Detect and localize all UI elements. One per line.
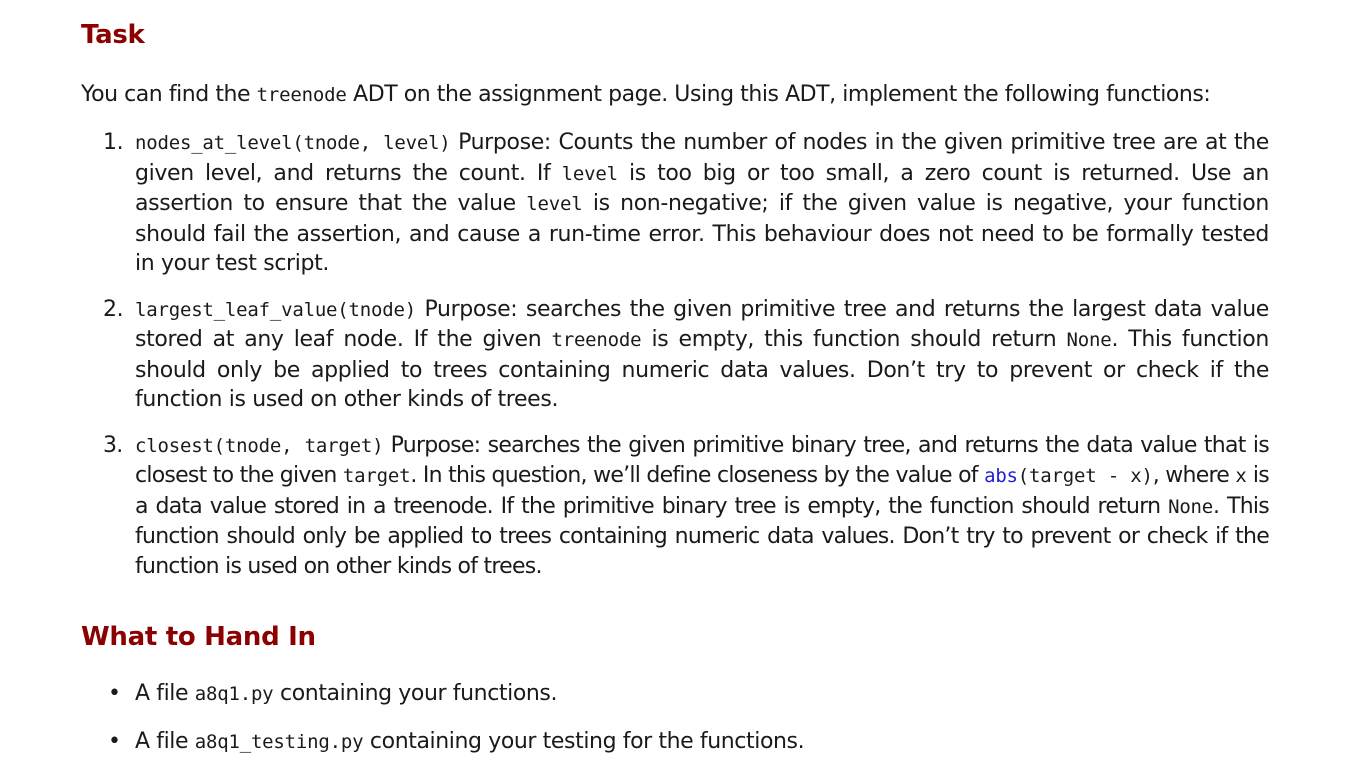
task-number: 2. bbox=[103, 296, 124, 322]
intro-paragraph bbox=[81, 80, 1210, 110]
task-heading: Task bbox=[81, 20, 145, 50]
task-text: . This function should only be applied to trees containing numeric data values. Don’t try to prevent or check if the function is used on other kinds of trees. bbox=[135, 493, 1269, 579]
handin-text: A file bbox=[135, 729, 195, 754]
task-number: 3. bbox=[103, 432, 123, 458]
task-text: Purpose: searches the given primitive tree and returns the largest data value stored at any leaf node. If the given bbox=[135, 296, 1269, 352]
handin-text: A file bbox=[135, 681, 195, 706]
task-text: is empty, this function should return bbox=[641, 327, 1067, 352]
bullet: • bbox=[108, 729, 121, 754]
file-name: a8q1_testing.py bbox=[194, 731, 364, 753]
inline-code: None bbox=[1168, 495, 1214, 518]
task-text: is non-negative; if the given value is negative, your function should fail the assertion, and cause a run-time error. This behaviour does not need to be formally tested in your test script. bbox=[135, 191, 1270, 276]
task-text: is a data value stored in a treenode. If the primitive binary tree is empty, the function should return bbox=[135, 463, 1269, 519]
task-text: is too big or too small, a zero count is returned. Use an assertion to ensure that the value bbox=[135, 160, 1269, 216]
handin-text: containing your functions. bbox=[273, 681, 558, 706]
abs-keyword: abs bbox=[984, 465, 1018, 487]
bullet: • bbox=[108, 681, 121, 706]
handin-text: containing your testing for the functions. bbox=[363, 729, 805, 754]
task-item-closest bbox=[81, 431, 1269, 582]
task-text: , where bbox=[1152, 463, 1236, 488]
task-list bbox=[81, 128, 1269, 597]
task-number: 1. bbox=[103, 130, 124, 155]
function-signature: closest(tnode, target) bbox=[135, 434, 384, 457]
intro-code-treenode: treenode bbox=[256, 84, 347, 106]
inline-code: level bbox=[561, 162, 618, 185]
task-item-nodes-at-level bbox=[81, 128, 1269, 279]
file-name: a8q1.py bbox=[194, 683, 274, 705]
intro-text-after: ADT on the assignment page. Using this ADT, implement the following functions: bbox=[346, 82, 1211, 107]
inline-code: None bbox=[1066, 329, 1112, 351]
handin-item-testing bbox=[81, 727, 804, 757]
task-text: . In this question, we’ll define closeness by the value of bbox=[410, 463, 985, 488]
inline-code: target bbox=[342, 465, 411, 487]
task-text: Purpose: Counts the number of nodes in the given primitive tree are at the given level, and returns the count. If bbox=[135, 130, 1269, 186]
intro-text-before: You can find the bbox=[81, 82, 257, 107]
task-text: . This function should only be applied to trees containing numeric data values. Don’t try to prevent or check if the function is used on other kinds of trees. bbox=[135, 327, 1269, 412]
function-signature: nodes_at_level(tnode, level) bbox=[135, 132, 451, 154]
handin-item-functions bbox=[81, 679, 804, 709]
task-text: Purpose: searches the given primitive binary tree, and returns the data value that is closest to the given bbox=[135, 432, 1269, 488]
task-item-largest-leaf-value bbox=[81, 295, 1269, 415]
inline-code: treenode bbox=[551, 329, 642, 351]
inline-code: x bbox=[1235, 465, 1247, 487]
inline-code: (target - x) bbox=[1017, 465, 1153, 487]
function-signature: largest_leaf_value(tnode) bbox=[135, 298, 416, 321]
inline-code: level bbox=[526, 193, 583, 215]
handin-list bbox=[81, 679, 804, 775]
handin-heading: What to Hand In bbox=[81, 622, 316, 652]
